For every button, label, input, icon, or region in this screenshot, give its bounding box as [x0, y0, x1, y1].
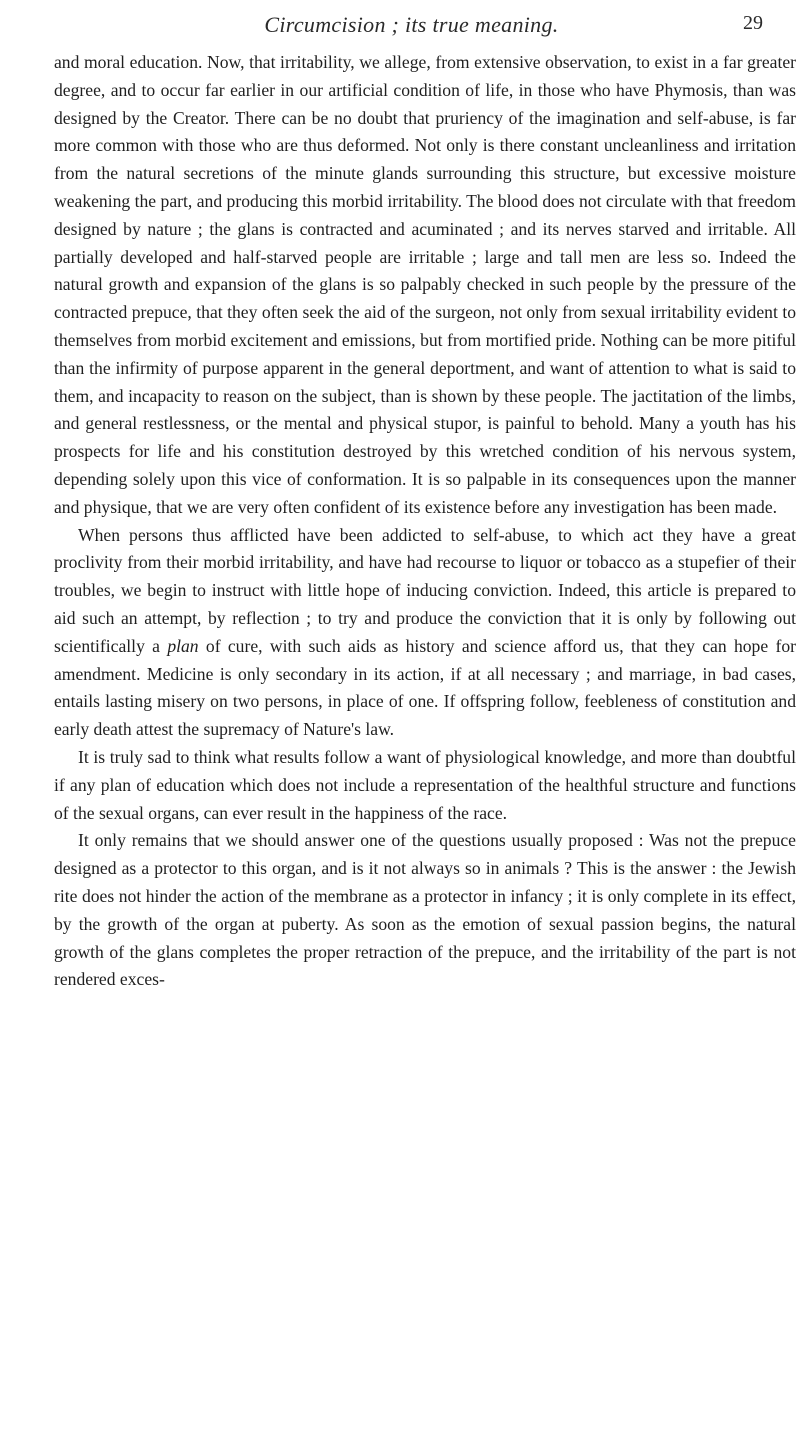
paragraph-4-text: It only remains that we should answer one of the questions usually proposed : Was not the prepuce designed as a protector to this organ, and is it not always so in animals ? This is the answer : the Jewish rite does not hinder the action of the membrane as a protector in infancy ; it is only complete in its effect, by the growth of the organ at puberty. As soon as the emotion of sexual passion begins, the natural growth of the glans completes the proper retraction of the prepuce, and the irritability of the part is not rendered exces-: [54, 830, 796, 990]
paragraph-1: [54, 49, 796, 522]
page-number: 29: [743, 12, 763, 34]
paragraph-2-text-end: of cure, with such aids as history and science afford us, that they can hope for amendment. Medicine is only secondary in its action, if at all necessary ; and marriage, in bad cases, entails lasting misery on two persons, in place of one. If offspring follow, feebleness of constitution and early death attest the supremacy of Nature's law.: [54, 635, 796, 740]
paragraph-2-text-start: When persons thus afflicted have been addicted to self-abuse, to which act they have a great proclivity from their morbid irritability, and have had recourse to liquor or tobacco as a stupefier of their troubles, we begin to instruct with little hope of inducing conviction. Indeed, this article is prepared to aid such an attempt, by reflection ; to try and produce the conviction that it is only by following out scientifically a: [54, 524, 796, 656]
running-head: [60, 12, 763, 42]
paragraph-3: [54, 744, 796, 827]
running-title: Circumcision ; its true meaning.: [264, 12, 559, 37]
paragraph-4: [54, 827, 796, 994]
paragraph-3-text: It is truly sad to think what results follow a want of physiological knowledge, and more than doubtful if any plan of education which does not include a representation of the healthful structure and functions of the sexual organs, can ever result in the happiness of the race.: [54, 746, 796, 823]
paragraph-2: [54, 522, 796, 744]
paragraph-1-text: and moral education. Now, that irritability, we allege, from extensive observation, to exist in a far greater degree, and to occur far earlier in our artificial condition of life, in those who have Phymosis, than was designed by the Creator. There can be no doubt that pruriency of the imagination and self-abuse, is far more common with those who are thus deformed. Not only is there constant uncleanliness and irritation from the natural secretions of the minute glands surrounding this structure, but excessive moisture weakening the part, and producing this morbid irritability. The blood does not circulate with that freedom designed by nature ; the glans is contracted and acuminated ; and its nerves starved and irritable. All partially developed and half-starved people are irritable ; large and tall men are less so. Indeed the natural growth and expansion of the glans is so palpably checked in such people by the pressure of the contracted prepuce, that they often seek the aid of the surgeon, not only from sexual irritability evident to themselves from morbid excitement and emissions, but from mortified pride. Nothing can be more pitiful than the infirmity of purpose apparent in the general deportment, and want of attention to what is said to them, and incapacity to reason on the subject, than is shown by these people. The jactitation of the limbs, and general restlessness, or the mental and physical stupor, is painful to behold. Many a youth has his prospects for life and his constitution destroyed by this wretched condition of his nervous system, depending solely upon this vice of conformation. It is so palpable in its consequences upon the manner and physique, that we are very often confident of its existence before any investigation has been made.: [54, 52, 796, 517]
emphasis-plan: plan: [167, 635, 199, 656]
body-text: [54, 49, 796, 994]
